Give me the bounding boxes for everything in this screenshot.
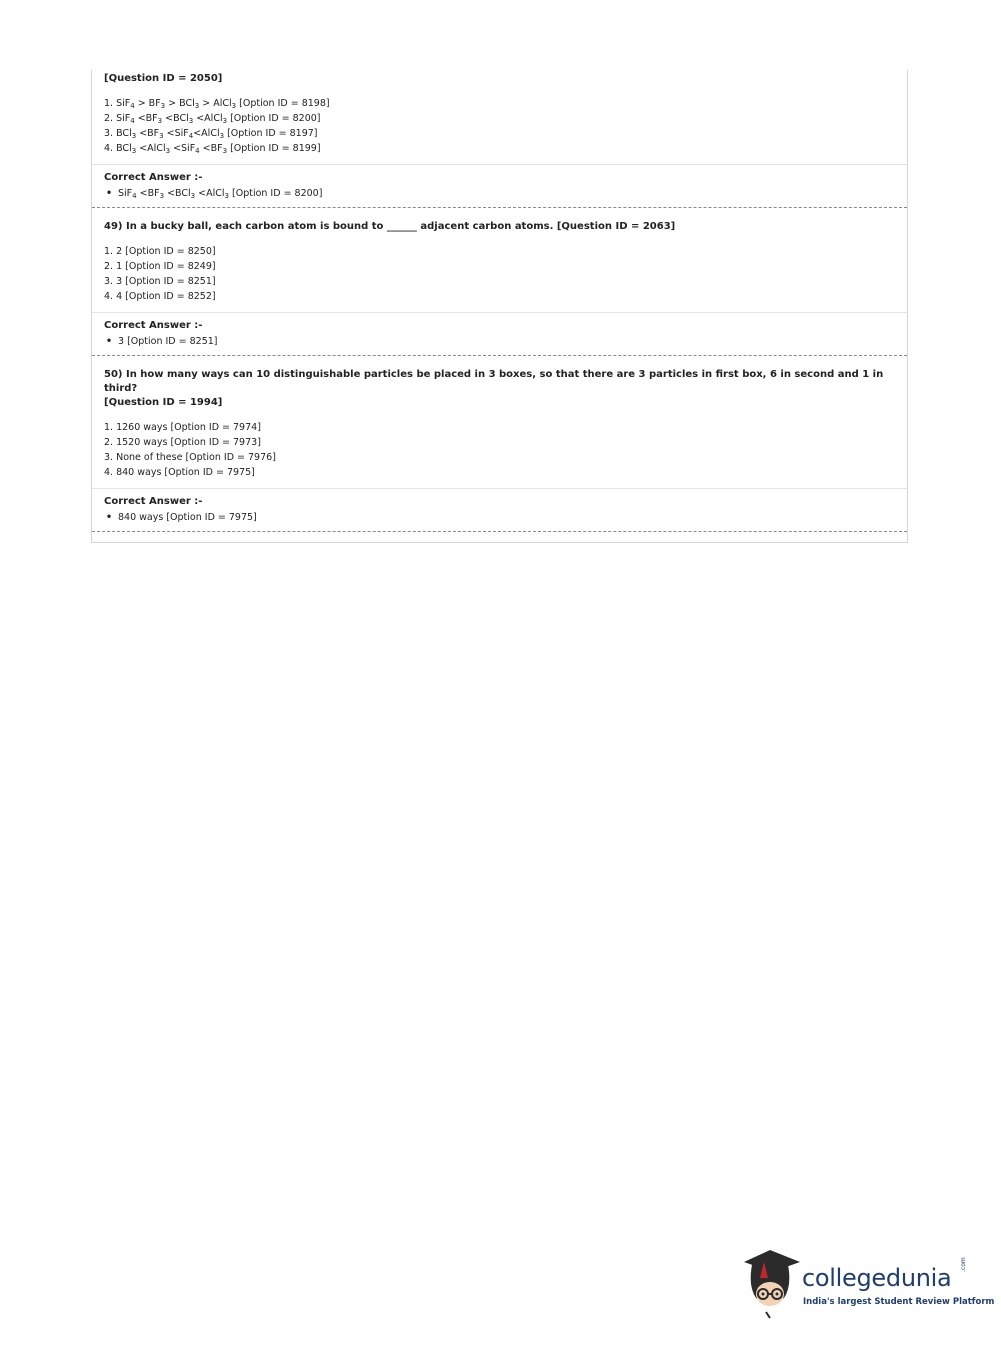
option-item: 1. 1260 ways [Option ID = 7974] <box>104 422 261 433</box>
question-sheet <box>91 70 908 543</box>
collegedunia-logo <box>740 1248 995 1320</box>
correct-answer: • 840 ways [Option ID = 7975] <box>106 512 257 523</box>
options-list <box>104 244 895 304</box>
correct-answer: • 3 [Option ID = 8251] <box>106 336 218 347</box>
question-48 <box>92 70 907 164</box>
option-item: 1. $SiF_4 > BF_3 > BCl_3$ > AlCl$_3$ [Option ID = 8198] <box>104 98 330 110</box>
question-text: 50) In how many ways can 10 distinguishable particles be placed in 3 boxes, so that there are 3 particles in first box, 6 in second and 1 in third? <box>104 369 884 394</box>
answer-section-49 <box>92 312 907 355</box>
option-item: 4. BCl$_3$ <AlCl$_3$ $<SiF_4 <BF_3$ [Option ID = 8199] <box>104 143 321 155</box>
mascot-icon <box>740 1248 802 1320</box>
question-id: [Question ID = 2050] <box>104 73 223 84</box>
option-item: 2. 1520 ways [Option ID = 7973] <box>104 437 261 448</box>
option-item: 3. None of these [Option ID = 7976] <box>104 452 276 463</box>
answer-section-48 <box>92 164 907 207</box>
brand-name: collegedunia <box>802 1264 952 1292</box>
section-divider <box>92 531 907 542</box>
brand-domain: .com <box>960 1257 967 1272</box>
option-item: 1. 2 [Option ID = 8250] <box>104 246 216 257</box>
options-list <box>104 420 895 480</box>
blank: ______ <box>386 221 417 232</box>
option-item: 4. 840 ways [Option ID = 7975] <box>104 467 255 478</box>
question-text: 49) In a bucky ball, each carbon atom is bound to ______ adjacent carbon atoms. [Question ID = 2063] <box>104 221 676 232</box>
option-item: 3. 3 [Option ID = 8251] <box>104 276 216 287</box>
brand-tagline: India's largest Student Review Platform <box>803 1297 995 1307</box>
option-item: 2. $SiF_4 <BF_3 <BCl_3$ <AlCl$_3$ [Option ID = 8200] <box>104 113 321 125</box>
bullet-icon: • <box>106 336 113 347</box>
bullet-icon: • <box>106 512 113 523</box>
correct-answer: • $SiF_4 <BF_3 <BCl_3$ <AlCl$_3$ [Option ID = 8200] <box>106 188 323 200</box>
answer-section-50 <box>92 488 907 531</box>
question-50 <box>92 355 907 488</box>
correct-answer-label: Correct Answer :- <box>104 496 203 507</box>
bullet-icon: • <box>106 188 113 199</box>
option-item: 4. 4 [Option ID = 8252] <box>104 291 216 302</box>
question-id: [Question ID = 1994] <box>104 397 223 408</box>
correct-answer-label: Correct Answer :- <box>104 172 203 183</box>
option-item: 2. 1 [Option ID = 8249] <box>104 261 216 272</box>
option-item: 3. $BCl_3 <BF_3$ <SiF$_4$<AlCl$_3$ [Option ID = 8197] <box>104 128 318 140</box>
question-49 <box>92 207 907 312</box>
options-list <box>104 96 895 164</box>
correct-answer-label: Correct Answer :- <box>104 320 203 331</box>
